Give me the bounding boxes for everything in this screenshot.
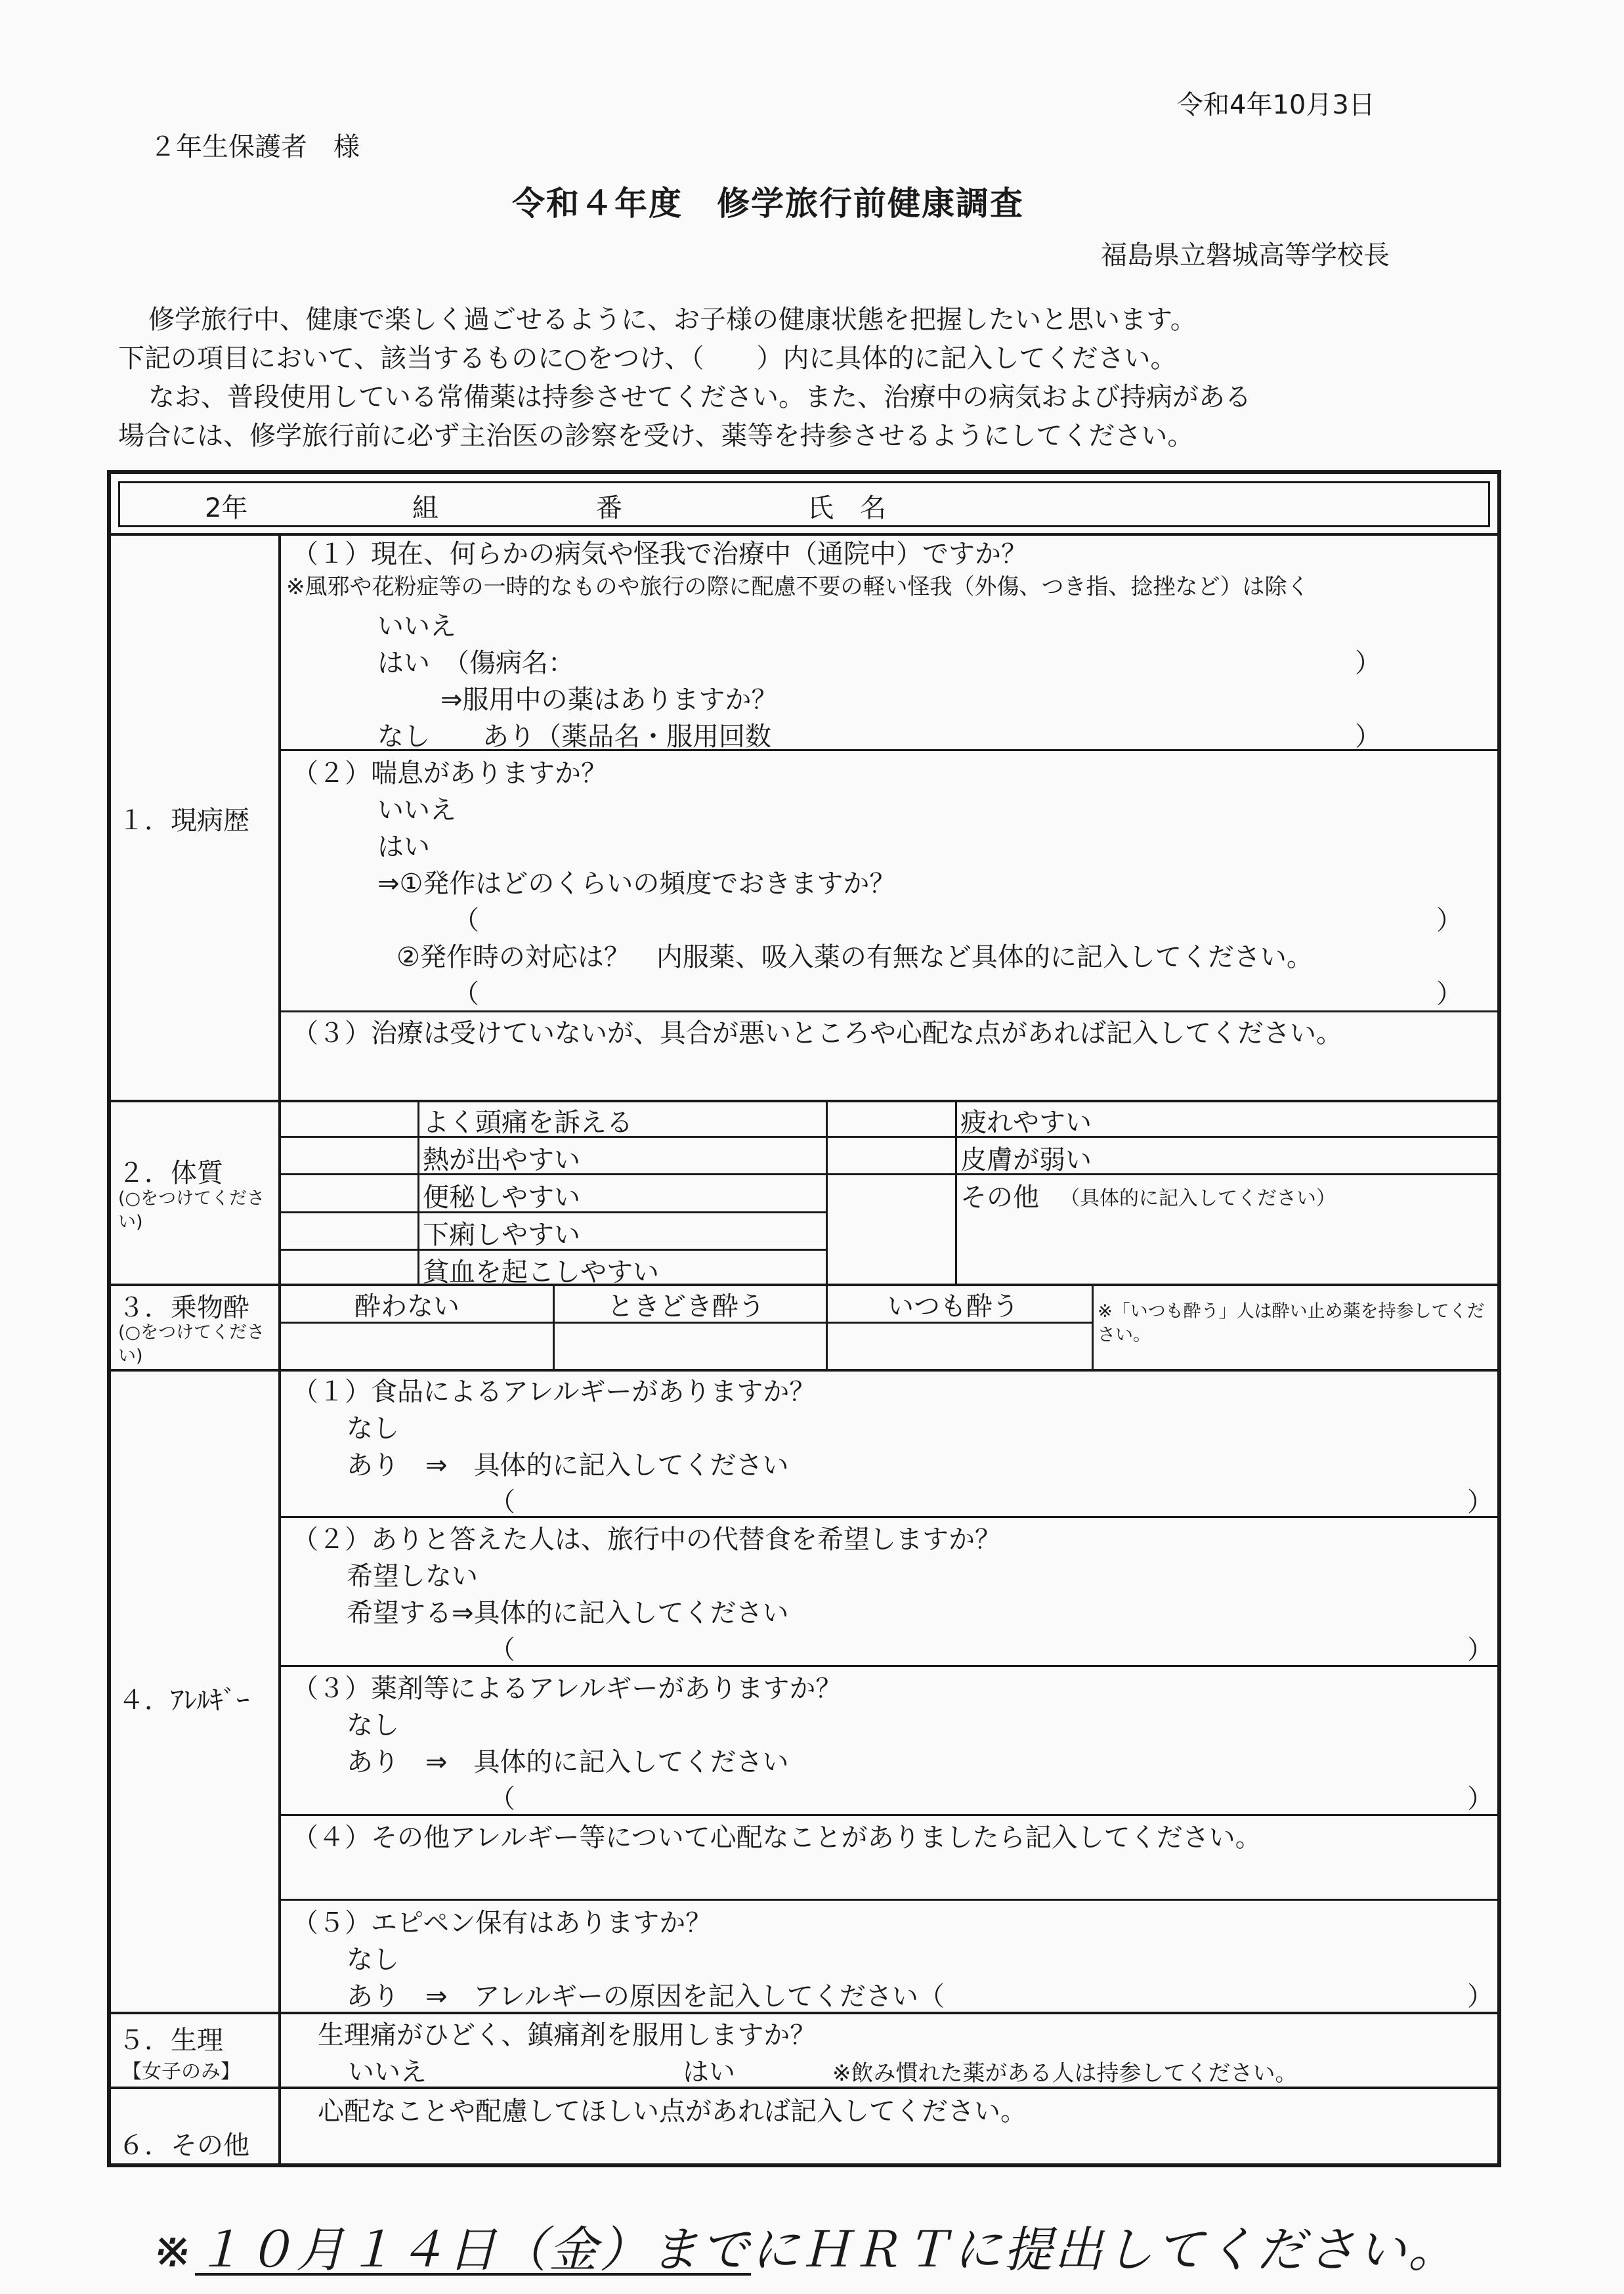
- s2-mark-box-diarrhea[interactable]: [282, 1215, 414, 1247]
- sender: 福島県立磐城高等学校長: [1101, 240, 1390, 271]
- s1-q2-close-paren-2: ）: [1436, 979, 1463, 1009]
- s2-mark-box-anemia[interactable]: [282, 1253, 414, 1282]
- s1-q3-question: （３）治療は受けていないが、具合が悪いところや心配な点があれば記入してください。: [292, 1018, 1342, 1049]
- s4-q2-yes-option[interactable]: 希望する⇒具体的に記入してください: [347, 1598, 789, 1628]
- table-bottom-border: [107, 2163, 1501, 2167]
- s1-q1-close-paren-2: ）: [1355, 722, 1381, 752]
- s2-item-diarrhea: 下痢しやすい: [423, 1220, 580, 1250]
- section-5-note: 【女子のみ】: [122, 2060, 240, 2083]
- s1-q1-med-answer[interactable]: なし あり（薬品名・服用回数: [377, 722, 771, 752]
- s1-q2-open-paren-2[interactable]: （: [453, 979, 479, 1009]
- s2-mark-box-fatigue[interactable]: [830, 1103, 953, 1135]
- s2-item-sensitive-skin: 皮膚が弱い: [960, 1145, 1092, 1175]
- s4-q1-yes-option[interactable]: あり ⇒ 具体的に記入してください: [347, 1450, 789, 1481]
- s1-q1-yes-option[interactable]: はい （傷病名：: [377, 648, 574, 678]
- section-5-label: ５．生理: [118, 2025, 223, 2056]
- s1-q1-no-option[interactable]: いいえ: [377, 611, 456, 641]
- s5-yes-option[interactable]: はい: [683, 2057, 735, 2087]
- s4-q3-yes-option[interactable]: あり ⇒ 具体的に記入してください: [347, 1747, 789, 1777]
- s4-q1-open-paren[interactable]: （: [489, 1487, 515, 1517]
- s1-q1-question: （１）現在、何らかの病気や怪我で治療中（通院中）ですか？: [292, 539, 1027, 569]
- s1-q2-open-paren-1[interactable]: （: [453, 905, 479, 936]
- s3-option-never: 酔わない: [354, 1291, 459, 1322]
- document-date: 令和4年10月3日: [1177, 90, 1375, 120]
- s6-answer-area[interactable]: [289, 2126, 1490, 2161]
- s2-item-fever: 熱が出やすい: [423, 1145, 580, 1175]
- recipient: ２年生保護者 様: [150, 132, 360, 162]
- s4-q4-answer-area[interactable]: [289, 1851, 1490, 1895]
- s1-q2-sub2: ②発作時の対応は？ 内服薬、吸入薬の有無など具体的に記入してください。: [396, 942, 1313, 972]
- s4-q5-close-paren: ）: [1467, 1981, 1493, 2012]
- s3-remark: ※「いつも酔う」人は酔い止め薬を持参してください。: [1098, 1301, 1485, 1345]
- table-left-border: [107, 470, 111, 2167]
- section-2-note: (○をつけてください): [118, 1188, 265, 1232]
- s4-q5-question: （５）エピペン保有はありますか？: [292, 1908, 712, 1938]
- s4-q1-question: （１）食品によるアレルギーがありますか？: [292, 1377, 816, 1407]
- s4-q2-no-option[interactable]: 希望しない: [347, 1561, 478, 1591]
- s1-q2-close-paren-1: ）: [1436, 905, 1463, 936]
- label-column-divider: [278, 533, 281, 2165]
- deadline-rest: にＨＲＴに提出してください。: [751, 2222, 1459, 2278]
- s2-item-fatigue: 疲れやすい: [960, 1108, 1092, 1138]
- s3-mark-box-never[interactable]: [282, 1325, 550, 1367]
- section-4-label: ４．ｱﾚﾙｷﾞｰ: [118, 1685, 249, 1716]
- number-label: 番: [596, 493, 622, 523]
- s4-q3-no-option[interactable]: なし: [347, 1710, 399, 1741]
- class-label: 組: [412, 493, 438, 523]
- s4-q2-question: （２）ありと答えた人は、旅行中の代替食を希望しますか？: [292, 1525, 1001, 1555]
- s1-q1-close-paren: ）: [1355, 648, 1381, 678]
- s4-q2-open-paren[interactable]: （: [489, 1635, 515, 1665]
- s4-q2-close-paren: ）: [1467, 1635, 1493, 1665]
- table-top-border: [107, 470, 1501, 474]
- s2-mark-box-constipation[interactable]: [282, 1178, 414, 1209]
- s2-item-other: その他: [960, 1182, 1039, 1213]
- s4-q1-no-option[interactable]: なし: [347, 1414, 399, 1444]
- s5-question: 生理痛がひどく、鎮痛剤を服用しますか？: [318, 2020, 817, 2050]
- s3-mark-box-sometimes[interactable]: [557, 1325, 823, 1367]
- intro-line-2: 下記の項目において、該当するものに○をつけ、（ ）内に具体的に記入してください。: [118, 343, 1177, 374]
- intro-line-1: 修学旅行中、健康で楽しく過ごせるように、お子様の健康状態を把握したいと思います。: [148, 305, 1197, 335]
- s1-q1-med-question: ⇒服用中の薬はありますか？: [440, 685, 778, 715]
- name-label: 氏 名: [807, 493, 886, 523]
- deadline-notice: [152, 2211, 1459, 2281]
- grade-label: 2年: [205, 493, 248, 523]
- s4-q3-close-paren: ）: [1467, 1784, 1493, 1814]
- s2-mark-box-fever[interactable]: [282, 1140, 414, 1172]
- s2-item-anemia: 貧血を起こしやすい: [423, 1257, 659, 1288]
- s4-q4-question: （４）その他アレルギー等について心配なことがありましたら記入してください。: [292, 1823, 1262, 1853]
- s4-q3-question: （３）薬剤等によるアレルギーがありますか？: [292, 1674, 842, 1704]
- s1-q2-sub1: ⇒①発作はどのくらいの頻度でおきますか？: [377, 869, 896, 899]
- s1-q2-no-option[interactable]: いいえ: [377, 795, 456, 825]
- s2-other-note: （具体的に記入してください）: [1060, 1187, 1336, 1210]
- document-title: 令和４年度 修学旅行前健康調査: [512, 184, 1024, 223]
- section-6-label: ６．その他: [118, 2131, 249, 2161]
- s4-q3-open-paren[interactable]: （: [489, 1784, 515, 1814]
- s3-option-sometimes: ときどき酔う: [607, 1291, 765, 1322]
- s2-mark-box-other[interactable]: [830, 1178, 953, 1282]
- s2-mark-box-headache[interactable]: [282, 1103, 414, 1135]
- s1-q1-note: ※風邪や花粉症等の一時的なものや旅行の際に配慮不要の軽い怪我（外傷、つき指、捻挫など）は除く: [286, 574, 1310, 600]
- section-3-label: ３．乗物酔: [118, 1293, 249, 1323]
- table-right-border: [1497, 470, 1501, 2167]
- s4-q5-no-option[interactable]: なし: [347, 1945, 399, 1975]
- s5-no-option[interactable]: いいえ: [348, 2057, 427, 2087]
- section-2-label: ２．体質: [118, 1158, 223, 1188]
- s3-option-always: いつも酔う: [887, 1291, 1019, 1322]
- intro-line-4: 場合には、修学旅行前に必ず主治医の診察を受け、薬等を持参させるようにしてください。: [118, 421, 1194, 451]
- s2-item-headache: よく頭痛を訴える: [423, 1108, 633, 1138]
- s2-mark-box-skin[interactable]: [830, 1140, 953, 1172]
- deadline-date: １０月１４日（金）まで: [195, 2222, 752, 2278]
- name-input-area[interactable]: [873, 512, 1477, 513]
- s5-remark: ※飲み慣れた薬がある人は持参してください。: [832, 2060, 1298, 2087]
- deadline-prefix: ※: [152, 2222, 196, 2278]
- section-1-label: １．現病歴: [118, 806, 249, 836]
- s1-q2-yes-option[interactable]: はい: [377, 832, 430, 862]
- s4-q1-close-paren: ）: [1467, 1487, 1493, 1517]
- s1-q2-question: （２）喘息がありますか？: [292, 758, 607, 789]
- s2-item-constipation: 便秘しやすい: [423, 1182, 580, 1213]
- s4-q5-yes-option[interactable]: あり ⇒ アレルギーの原因を記入してください（: [347, 1981, 945, 2012]
- intro-line-3: なお、普段使用している常備薬は持参させてください。また、治療中の病気および持病がある: [148, 382, 1251, 412]
- s2-other-input[interactable]: [960, 1208, 1495, 1280]
- s3-mark-box-always[interactable]: [830, 1325, 1089, 1367]
- s6-question: 心配なことや配慮してほしい点があれば記入してください。: [318, 2096, 1027, 2127]
- section-3-note: (○をつけてください): [118, 1322, 265, 1366]
